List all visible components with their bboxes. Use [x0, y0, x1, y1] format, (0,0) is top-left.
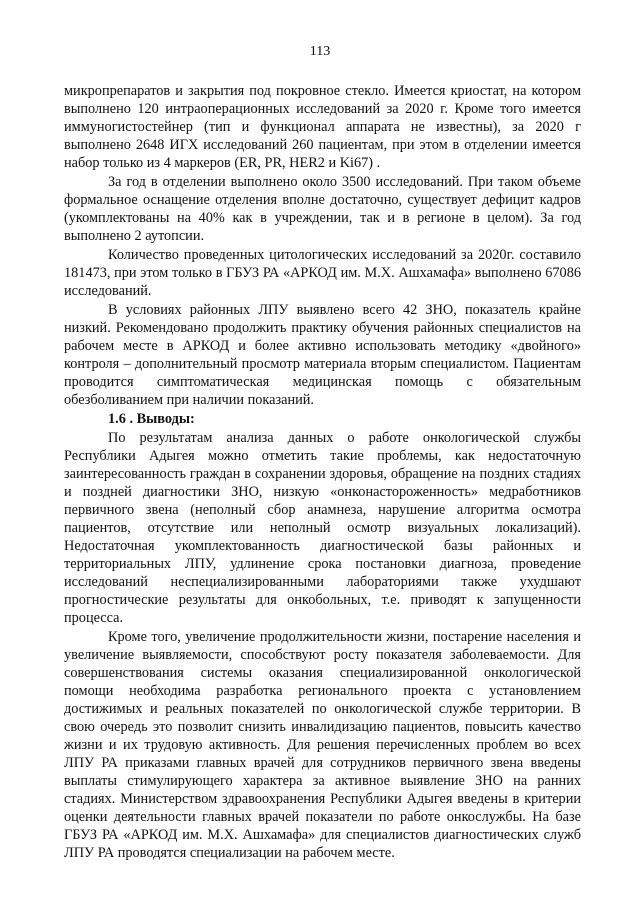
page-number: 113 [309, 44, 331, 59]
document-body [64, 82, 581, 863]
paragraph-continuation: микропрепаратов и закрытия под покровное стекло. Имеется криостат, на котором выполнено 120 интраоперационных исследований за 2020 г. Кроме того имеется иммуногистостейнер (тип и функционал аппарата не известны), за 2020 г выполнено 2648 ИГХ исследований 260 пациентам, при этом в отделении имеется набор только из 4 маркеров (ER, PR, HER2 и Ki67) . [64, 83, 581, 171]
paragraph-conclusion-measures: Кроме того, увеличение продолжительности жизни, постарение населения и увеличение выявляемости, способствуют росту показателя заболеваемости. Для совершенствования системы оказания специализированной онкологической помощи необходима разработка регионального проекта с установлением достижимых и реальных показателей по онкологической службе территории. В свою очередь это позволит снизить инвалидизацию пациентов, повысить качество жизни и их трудовую активность. Для решения перечисленных проблем во всех ЛПУ РА приказами главных врачей для сотрудников первичного звена введены выплаты стимулирующего характера за активное выявление ЗНО на ранних стадиях. Министерством здравоохранения Республики Адыгея введены в критерии оценки деятельности главных врачей показатели по работе онкослужбы. На базе ГБУЗ РА «АРКОД им. М.Х. Ашхамафа» для специалистов диагностических служб ЛПУ РА проводятся специализации на рабочем месте. [64, 629, 581, 861]
paragraph-research-volume: За год в отделении выполнено около 3500 исследований. При таком объеме формальное оснащение отделения вполне достаточно, существует дефицит кадров (укомплектованы на 40% как в учреждении, так и в регионе в целом). За год выполнено 2 аутопсии. [64, 174, 581, 244]
section-heading-conclusions: 1.6 . Выводы: [108, 411, 195, 427]
paragraph-cytology-count: Количество проведенных цитологических исследований за 2020г. составило 181473, при этом только в ГБУЗ РА «АРКОД им. М.Х. Ашхамафа» выполнено 67086 исследований. [64, 247, 581, 299]
paragraph-conclusion-problems: По результатам анализа данных о работе онкологической службы Республики Адыгея можно отметить такие проблемы, как недостаточную заинтересованность граждан в сохранении здоровья, обращение на поздних стадиях и поздней диагностики ЗНО, низкую «онконастороженность» медработников первичного звена (неполный сбор анамнеза, нарушение алгоритма осмотра пациентов, отсутствие или неполный осмотр визуальных локализаций). Недостаточная укомплектованность диагностической базы районных и территориальных ЛПУ, удлинение срока постановки диагноза, проведение исследований неспециализированными лабораториями также ухудшают прогностические результаты для онкобольных, т.е. приводят к запущенности процесса. [64, 430, 581, 626]
paragraph-district-lpu: В условиях районных ЛПУ выявлено всего 42 ЗНО, показатель крайне низкий. Рекомендовано продолжить практику обучения районных специалистов на рабочем месте в АРКОД и более активно использовать методику «двойного» контроля – дополнительный просмотр материала вторым специалистом. Пациентам проводится симптоматическая медицинская помощь с обязательным обезболиванием при наличии показаний. [64, 302, 581, 408]
